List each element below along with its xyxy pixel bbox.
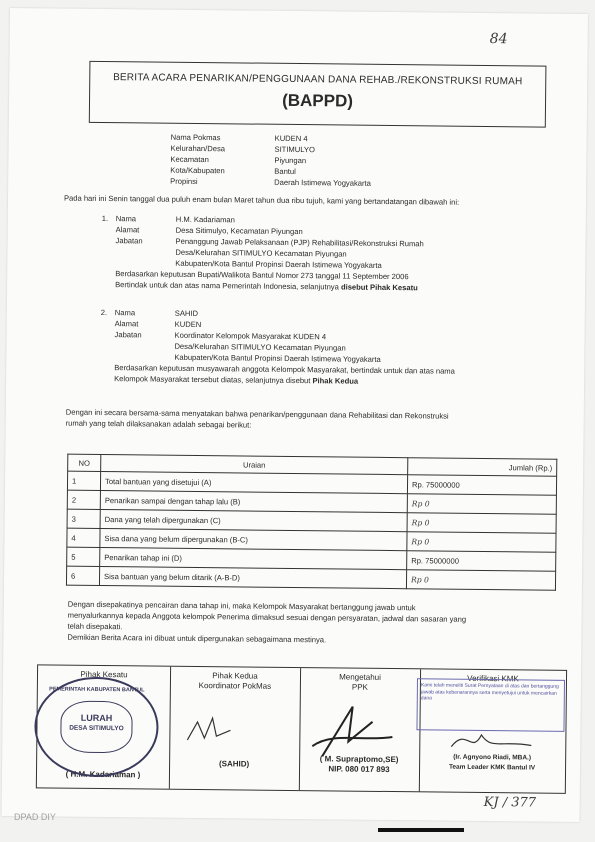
pihak-kesatu-title: Pihak Kesatu	[80, 669, 128, 680]
identity-row: Propinsi Daerah Istimewa Yogyakarta	[170, 176, 371, 188]
stamp-center-subtitle: DESA SITIMULYO	[69, 724, 124, 733]
row-description: Sisa bantuan yang belum ditarik (A-B-D)	[99, 566, 406, 588]
pihak-kesatu-name: ( H.M. Kadariaman )	[65, 769, 141, 780]
row-number: 3	[67, 509, 100, 528]
kmk-role: Team Leader KMK Bantul IV	[448, 763, 536, 772]
statement-paragraph: Dengan ini secara bersama-sama menyatakan bahwa penarikan/penggunaan dana Rehabilitasi dan Rekonstruksi rumah yang telah dilaksanakan adalah sebagai berikut:	[65, 407, 449, 430]
archive-handwritten-number: KJ / 377	[483, 795, 537, 811]
row-amount: Rp 0	[407, 494, 556, 515]
kmk-verification-stamp: Kami telah meneliti Surat Pernyataan di atas dan bertanggung jawab atas kebenarannya serta menyetujui untuk mencairkan dana	[416, 678, 565, 732]
row-number: 6	[66, 566, 99, 585]
row-amount: Rp 0	[406, 570, 555, 591]
closing-paragraph: Dengan disepakatinya pencairan dana tahap ini, maka Kelompok Masyarakat bertanggung jawab untuk menyalurkannya kepada Anggota kelompok Penerima dimaksud sesuai dengan persyaratan, jadwal dan sasaran yang telah disepakati. Demikian Berita Acara ini dibuat untuk dipergunakan sebagaimana mestinya.	[67, 599, 467, 645]
party-one-name: H.M. Kadariaman	[175, 214, 235, 225]
ppk-signature	[302, 701, 403, 762]
title-box	[89, 61, 547, 128]
pihak-kedua-subtitle: Koordinator PokMas	[198, 681, 272, 691]
page-number-handwritten: 84	[489, 31, 508, 48]
fund-summary-table	[66, 454, 557, 591]
archive-watermark: DPAD DIY	[14, 812, 56, 822]
identity-row: Kota/Kabupaten Bantul	[170, 165, 296, 177]
party-one-block: 1. Nama H.M. Kadariaman Alamat Desa Sitimulyo, Kecamatan Piyungan Jabatan Penanggung Jawab Pelaksanaan (PJP) Rehabilitasi/Rekonstruksi Rumah Desa/Kelurahan SITIMULYO Kecamatan Piyungan Kabupaten/Kota Bantul Propinsi Daerah Istimewa Yogyakarta Berdasarkan keputusan Bupati/Walikota Bantul Nomor 273 tanggal 11 September 2006 Bertindak untuk dan atas nama Pemerintah Indonesia, selanjutnya disebut Pihak Kesatu	[101, 213, 424, 293]
row-amount: Rp. 75000000	[407, 551, 556, 572]
village-stamp	[34, 676, 159, 777]
intro-paragraph: Pada hari ini Senin tanggal dua puluh enam bulan Maret tahun dua ribu tujuh, kami yang bertandatangan dibawah ini:	[63, 193, 460, 207]
row-amount: Rp. 75000000	[407, 475, 556, 496]
ppk-title: Mengetahui	[339, 672, 381, 682]
table-row	[66, 566, 555, 590]
party-two-block: 2. Nama SAHID Alamat KUDEN Jabatan Koordinator Kelompok Masyarakat KUDEN 4 Desa/Kelurahan SITIMULYO Kecamatan Piyungan Kabupaten/Kota Bantul Propinsi Daerah Istimewa Yogyakarta Berdasarkan keputusan musyawarah anggota Kelompok Masyarakat, bertindak untuk dan atas nama Kelompok Masyarakat tersebut diatas, selanjutnya disebut Pihak Kedua	[100, 307, 455, 386]
identity-row: Nama Pokmas KUDEN 4	[170, 132, 308, 144]
pihak-kedua-signature	[182, 710, 242, 751]
row-description: Penarikan tahap ini (D)	[100, 547, 407, 569]
ppk-name: ( M. Supraptomo,SE)	[319, 754, 399, 765]
row-description: Dana yang telah dipergunakan (C)	[100, 509, 407, 531]
bottom-scan-bar	[378, 828, 464, 832]
identity-row: Kecamatan Piyungan	[170, 154, 307, 166]
party-two-name: SAHID	[174, 308, 199, 318]
ppk-nip: NIP. 080 017 893	[328, 764, 390, 775]
row-description: Total bantuan yang disetujui (A)	[100, 471, 407, 493]
row-number: 2	[67, 490, 100, 509]
row-description: Penarikan sampai dengan tahap lalu (B)	[100, 490, 407, 512]
row-number: 1	[67, 471, 100, 490]
kmk-signature	[446, 725, 536, 758]
kmk-name: (Ir. Agnyono Riadi, MBA.)	[453, 753, 532, 762]
pihak-kedua-name: (SAHID)	[218, 759, 250, 769]
stamp-center-title: LURAH	[80, 712, 113, 724]
row-amount: Rp 0	[407, 532, 556, 553]
header-no: NO	[68, 454, 101, 471]
pihak-kedua-title: Pihak Kedua	[212, 671, 258, 681]
header-jumlah: Jumlah (Rp.)	[408, 458, 557, 477]
document-page	[2, 8, 588, 822]
stamp-ring-text: PEMERINTAH KABUPATEN BANTUL	[49, 686, 145, 694]
document-abbreviation: (BAPPD)	[282, 90, 354, 111]
party-one-designation: disebut Pihak Kesatu	[340, 282, 418, 293]
header-uraian: Uraian	[101, 454, 408, 474]
row-number: 4	[67, 528, 100, 547]
identity-block	[170, 132, 371, 189]
row-number: 5	[67, 547, 100, 566]
document-title: BERITA ACARA PENARIKAN/PENGGUNAAN DANA REHAB./REKONSTRUKSI RUMAH	[113, 72, 523, 88]
row-amount: Rp 0	[407, 513, 556, 534]
row-description: Sisa dana yang belum dipergunakan (B-C)	[100, 528, 407, 550]
ppk-subtitle: PPK	[351, 682, 368, 692]
party-two-designation: Pihak Kedua	[312, 376, 359, 386]
kmk-title: Verifikasi KMK	[467, 673, 519, 684]
identity-row: Kelurahan/Desa SITIMULYO	[170, 143, 315, 155]
